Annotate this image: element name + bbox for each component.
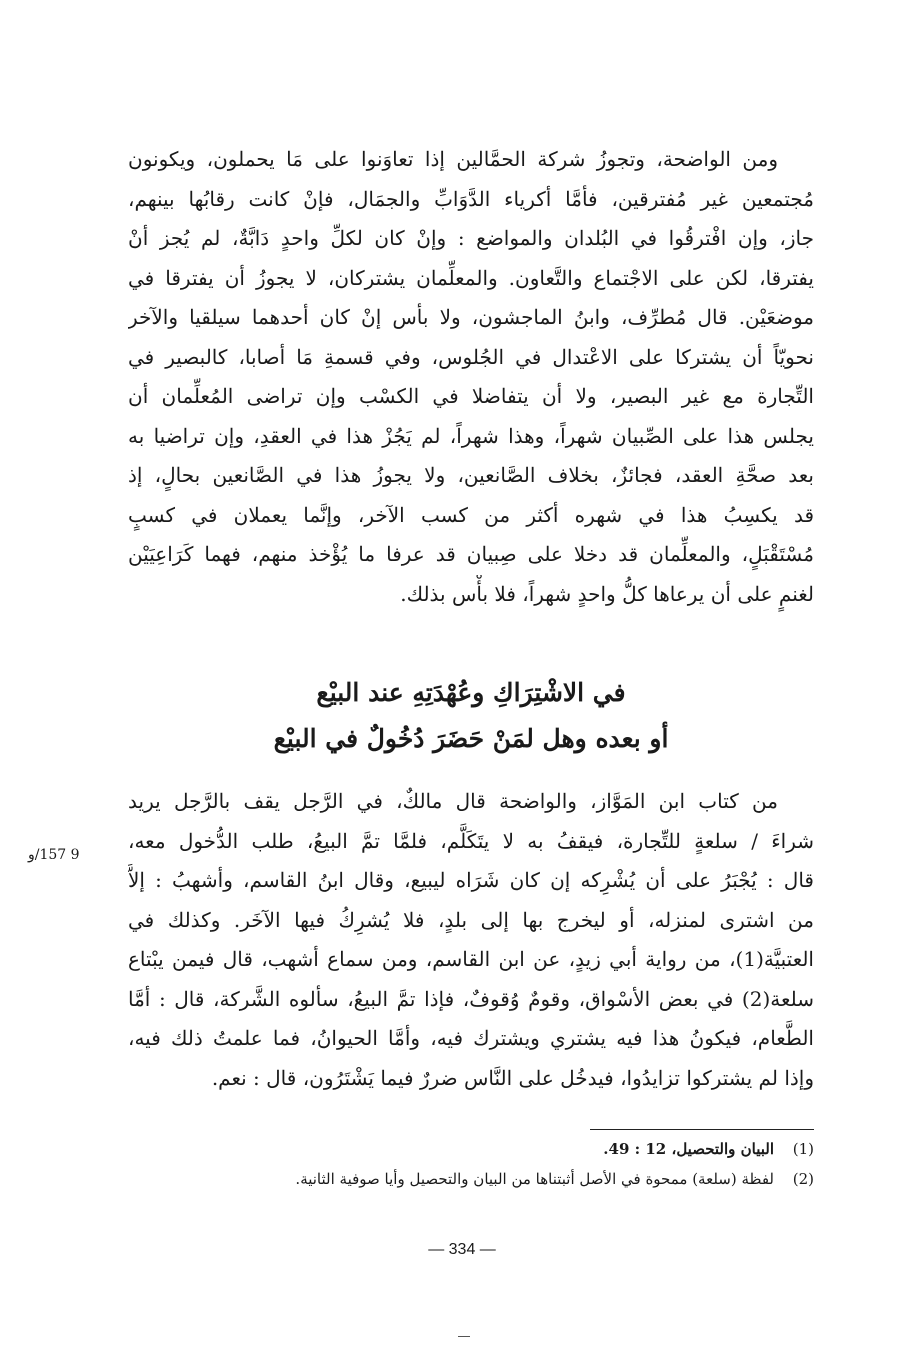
paragraph-ibn-mawwaz — [128, 782, 814, 1098]
footnote-text: البيان والتحصيل، 12 : 49. — [603, 1140, 774, 1158]
paragraph-line: بعد صحَّةِ العقد، فجائزٌ، بخلاف الصَّانعين، ولا يجوزُ هذا في الصَّانعين بحالٍ، إذ — [128, 463, 814, 487]
paragraph-line: مُسْتَقْبَلٍ، والمعلِّمان قد دخلا على صِبيان قد عرفا ما يُؤْخذ منهم، فهما كَرَاعِيَيْن — [128, 542, 814, 566]
footnotes — [128, 1134, 814, 1194]
paragraph-line: جاز، وإن افْترقُوا في البُلدان والمواضع : وإنْ كان لكلِّ واحدٍ دَابَّةٌ، لم يُجز أنْ — [128, 226, 814, 250]
footnote-item — [128, 1164, 814, 1194]
paragraph-line: التِّجارة مع غير البصير، ولا أن يتفاضلا في الكسْب وإن تراضى المُعلِّمان أن — [128, 384, 814, 408]
paragraph-line: العتبيَّة(1)، من رواية أبي زيدٍ، عن ابن القاسم، ومن سماع أشهب، قال فيمن يبْتاع — [128, 947, 814, 971]
paragraph-line: وإذا لم يشتركوا تزايدُوا، فيدخُل على النَّاس ضررٌ فيما يَشْتَرُون، قال : نعم. — [211, 1065, 814, 1090]
heading-line-2: أو بعده وهل لمَنْ حَضَرَ دُخُولٌ في البيْع — [273, 724, 669, 753]
paragraph-line: موضعَيْن. قال مُطرِّف، وابنُ الماجشون، ولا بأس إنْ كان أحدهما سيلقيا والآخر — [128, 305, 814, 329]
heading-line-1: في الاشْتِرَاكِ وعُهْدَتِهِ عند البيْع — [316, 678, 626, 707]
paragraph-line: لغنمٍ على أن يرعاها كلُّ واحدٍ شهراً، فلا بأْس بذلك. — [400, 581, 814, 606]
paragraph-line: يجلس هذا على الصِّبيان شهراً، وهذا شهراً، لم يَجُزْ هذا في العقدِ، وإن تراضيا به — [128, 423, 814, 448]
paragraph-line: قد يكسِبُ هذا في شهره أكثر من كسب الآخر، وإنَّما يعملان في كسبٍ — [128, 502, 814, 527]
paragraph-line: من كتاب ابن المَوَّاز، والواضحة قال مالكٌ، في الرَّجل يقف بالرَّجل يريد — [128, 789, 778, 813]
paragraph-line: نحويّاً أن يشتركا على الاعْتدال في الجُلوس، وفي قسمةِ مَا أصابا، كالبصير في — [128, 344, 814, 369]
paragraph-line: يفترقا، لكن على الاجْتماع والتَّعاون. والمعلِّمان يشتركان، لا يجوزُ أن يفترقا في — [128, 265, 814, 290]
paragraph-partnership-carriers — [128, 140, 814, 614]
footnote-text: لفظة (سلعة) ممحوة في الأصل أثبتناها من البيان والتحصيل وأيا صوفية الثانية. — [295, 1170, 774, 1188]
page-number: — 334 — — [428, 1241, 496, 1258]
footnote-number: (2) — [792, 1170, 814, 1188]
manuscript-folio-note: 9 157/و — [28, 847, 80, 863]
section-heading — [128, 670, 814, 762]
paragraph-line: الطَّعام، فيكونُ هذا فيه يشتري ويشترك فيه، وأمَّا الحيوانُ، فما علمتُ ذلك فيه، — [128, 1026, 814, 1050]
footnote-number: (1) — [792, 1140, 814, 1158]
paragraph-line: قال : يُجْبَرُ على أن يُشْرِكه إن كان شَرَاه ليبيع، وقال ابنُ القاسم، وأشهبُ : إلاَّ — [128, 868, 814, 892]
footnote-divider — [590, 1129, 814, 1130]
scan-mark — [458, 1336, 470, 1337]
paragraph-line: من اشترى لمنزله، أو ليخرج بها إلى بلدٍ، فلا يُشرِكُ فيها الآخَر. وكذلك في — [128, 907, 814, 932]
paragraph-line: سلعة(2) في بعض الأسْواق، وقومٌ وُقوفٌ، فإذا تمَّ البيعُ، سألوه الشَّركة، قال : أمَّا — [128, 986, 814, 1011]
paragraph-line: مُجتمعين غير مُفترقين، فأمَّا أكرياء الدَّوَابِّ والجمَال، فإنْ كانت رقابُها بينهم، — [128, 186, 814, 211]
paragraph-line: ومن الواضحة، وتجوزُ شركة الحمَّالين إذا تعاوَنوا على مَا يحملون، ويكونون — [128, 147, 778, 171]
paragraph-line: شراءَ / سلعةٍ للتِّجارة، فيقفُ به لا يتَكَلَّم، فلمَّا تمَّ البيعُ، طلب الدُّخول معه، — [128, 828, 814, 853]
footnote-item — [128, 1134, 814, 1164]
